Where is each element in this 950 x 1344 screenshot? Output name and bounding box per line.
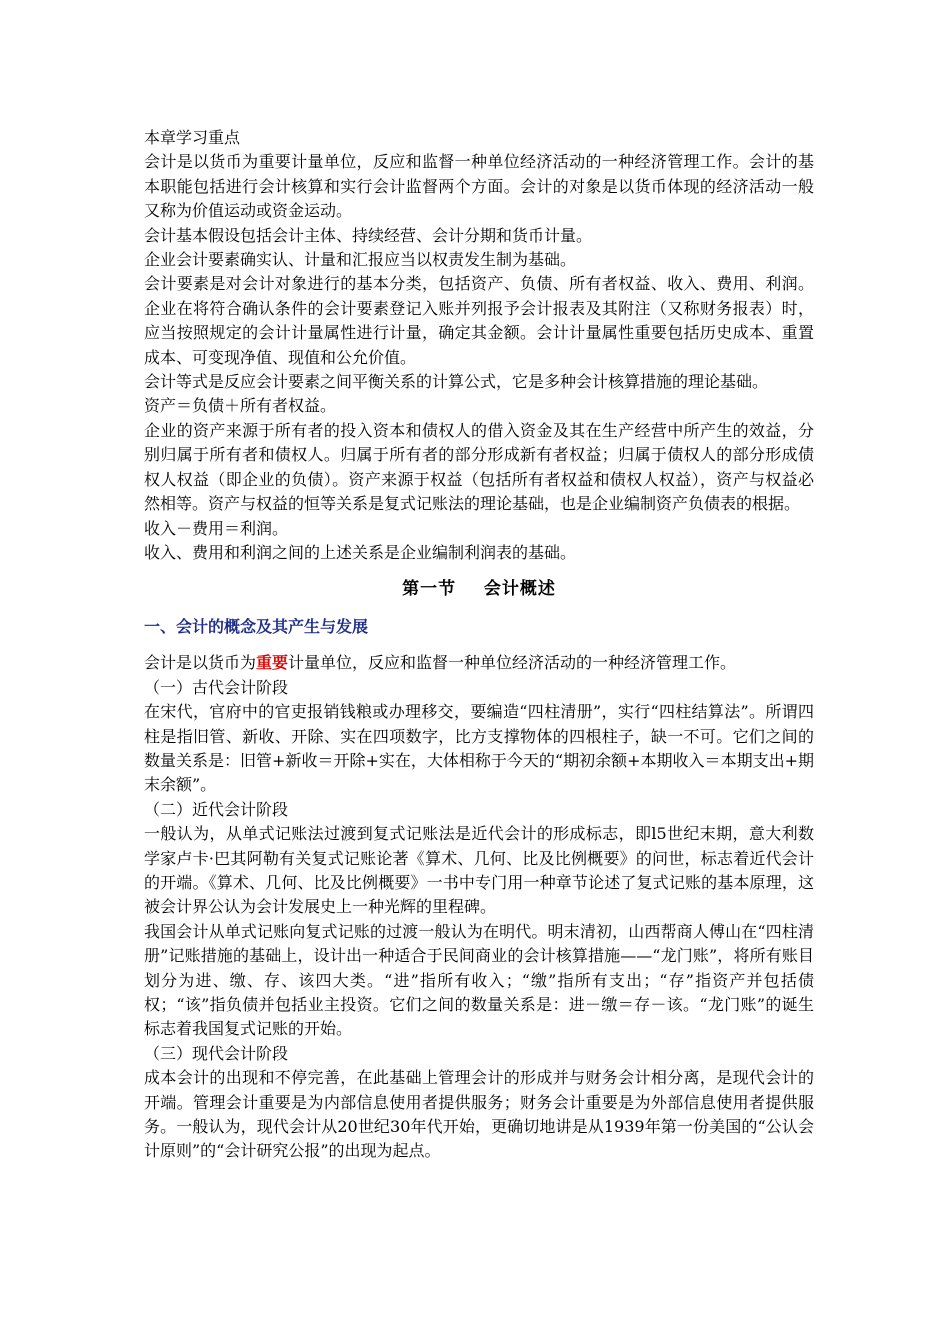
subheading: （一）古代会计阶段 [144,677,289,697]
subheading: （二）近代会计阶段 [144,799,289,819]
equation-line: 资产＝负债＋所有者权益。 [144,396,337,416]
heading-1: 一、会计的概念及其产生与发展 [144,617,369,637]
paragraph: 企业会计要素确实认、计量和汇报应当以权责发生制为基础。 [144,250,577,270]
paragraph: 成本会计的出现和不停完善，在此基础上管理会计的形成并与财务会计相分离，是现代会计的开端。管理会计重要是为内部信息使用者提供服务；财务会计重要是为外部信息使用者提供服务。一般认为，现代会计从20世纪30年代开始，更确切地讲是从1939年第一份美国的“公认会计原则”的“会计研究公报”的出现为起点。 [144,1068,814,1161]
definition-after: 计量单位，反应和监督一种单位经济活动的一种经济管理工作。 [288,653,737,673]
section-title: 第一节 会计概述 [402,579,556,600]
definition-paragraph [144,651,814,675]
equation-line: 收入－费用＝利润。 [144,518,289,538]
paragraph: 收入、费用和利润之间的上述关系是企业编制利润表的基础。 [144,542,577,562]
definition-highlight: 重要 [256,653,289,673]
paragraph: 我国会计从单式记账向复式记账的过渡一般认为在明代。明末清初，山西帮商人傅山在“四柱清册”记账措施的基础上，设计出一种适合于民间商业的会计核算措施——“龙门账”，将所有账目划分为进、缴、存、该四大类。“进”指所有收入；“缴”指所有支出；“存”指资产并包括债权；“该”指负债并包括业主投资。它们之间的数量关系是：进－缴＝存－该。“龙门账”的诞生标志着我国复式记账的开始。 [144,921,814,1039]
paragraph: 会计等式是反应会计要素之间平衡关系的计算公式，它是多种会计核算措施的理论基础。 [144,372,769,392]
chapter-focus-title: 本章学习重点 [144,128,241,147]
paragraph: 一般认为，从单式记账法过渡到复式记账法是近代会计的形成标志，即l5世纪末期，意大利数学家卢卡·巴其阿勒有关复式记账论著《算术、几何、比及比例概要》的问世，标志着近代会计的开端。《算术、几何、比及比例概要》一书中专门用一种章节论述了复式记账的基本原理，这被会计界公认为会计发展史上一种光辉的里程碑。 [144,824,814,917]
paragraph: 会计基本假设包括会计主体、持续经营、会计分期和货币计量。 [144,225,593,245]
paragraph: 会计是以货币为重要计量单位，反应和监督一种单位经济活动的一种经济管理工作。会计的基本职能包括进行会计核算和实行会计监督两个方面。会计的对象是以货币体现的经济活动一般又称为价值运动或资金运动。 [144,152,814,221]
paragraph: 在宋代，官府中的官吏报销钱粮或办理移交，要编造“四柱清册”，实行“四柱结算法”。所谓四柱是指旧管、新收、开除、实在四项数字，比方支撑物体的四根柱子，缺一不可。它们之间的数量关系是：旧管+新收＝开除+实在，大体相称于今天的“期初余额+本期收入＝本期支出+期末余额”。 [144,702,814,795]
document-body [144,126,814,1164]
subheading: （三）现代会计阶段 [144,1043,289,1063]
paragraph: 企业的资产来源于所有者的投入资本和债权人的借入资金及其在生产经营中所产生的效益，分别归属于所有者和债权人。归属于所有者的部分形成新有者权益；归属于债权人的部分形成债权人权益（即企业的负债）。资产来源于权益（包括所有者权益和债权人权益），资产与权益必然相等。资产与权益的恒等关系是复式记账法的理论基础，也是企业编制资产负债表的根据。 [144,420,814,514]
definition-before: 会计是以货币为 [144,653,257,673]
paragraph: 会计要素是对会计对象进行的基本分类，包括资产、负债、所有者权益、收入、费用、利润。企业在将符合确认条件的会计要素登记入账并列报予会计报表及其附注（又称财务报表）时，应当按照规定的会计计量属性进行计量，确定其金额。会计计量属性重要包括历史成本、重置成本、可变现净值、现值和公允价值。 [144,274,814,367]
